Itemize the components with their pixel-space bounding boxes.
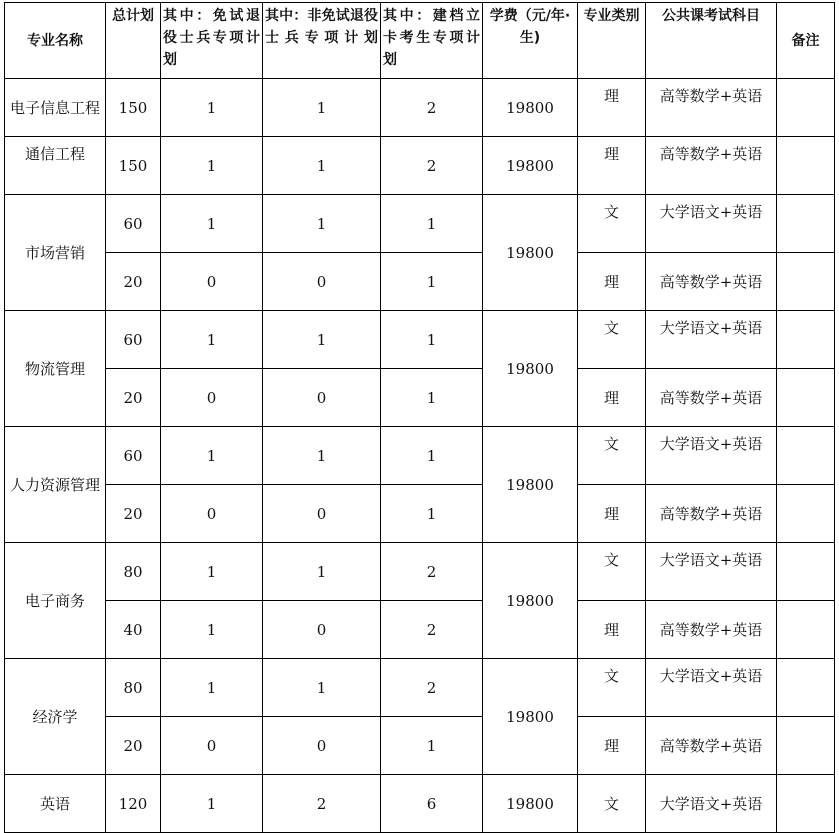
category-cell: 文 — [578, 659, 646, 717]
exempt-cell: 1 — [161, 601, 263, 659]
nonexempt-cell: 0 — [263, 253, 381, 311]
major-cell: 电子商务 — [5, 543, 106, 659]
table-row — [5, 659, 835, 717]
subjects-cell: 高等数学+英语 — [646, 717, 777, 775]
total-cell: 20 — [106, 485, 161, 543]
subjects-cell: 大学语文+英语 — [646, 311, 777, 369]
exempt-cell: 1 — [161, 543, 263, 601]
poverty-cell: 1 — [381, 195, 483, 253]
subjects-cell: 高等数学+英语 — [646, 79, 777, 137]
tuition-cell: 19800 — [483, 311, 578, 427]
poverty-cell: 2 — [381, 137, 483, 195]
table-row — [5, 427, 835, 485]
nonexempt-cell: 0 — [263, 717, 381, 775]
remark-cell — [777, 485, 835, 543]
header-category: 专业类别 — [578, 3, 646, 79]
category-cell: 文 — [578, 775, 646, 833]
category-cell: 文 — [578, 427, 646, 485]
header-row — [5, 3, 835, 79]
poverty-cell: 1 — [381, 311, 483, 369]
poverty-cell: 2 — [381, 659, 483, 717]
major-cell: 人力资源管理 — [5, 427, 106, 543]
category-cell: 理 — [578, 485, 646, 543]
poverty-cell: 6 — [381, 775, 483, 833]
total-cell: 20 — [106, 717, 161, 775]
category-cell: 理 — [578, 717, 646, 775]
nonexempt-cell: 1 — [263, 137, 381, 195]
total-cell: 150 — [106, 137, 161, 195]
nonexempt-cell: 1 — [263, 195, 381, 253]
subjects-cell: 高等数学+英语 — [646, 137, 777, 195]
nonexempt-cell: 1 — [263, 659, 381, 717]
category-cell: 文 — [578, 195, 646, 253]
table-row — [5, 79, 835, 137]
exempt-cell: 1 — [161, 659, 263, 717]
header-major: 专业名称 — [5, 3, 106, 79]
table-row — [5, 137, 835, 195]
header-exempt-veteran: 其中：免试退役士兵专项计划 — [161, 3, 263, 79]
total-cell: 80 — [106, 659, 161, 717]
total-cell: 150 — [106, 79, 161, 137]
nonexempt-cell: 1 — [263, 543, 381, 601]
exempt-cell: 1 — [161, 775, 263, 833]
poverty-cell: 1 — [381, 369, 483, 427]
tuition-cell: 19800 — [483, 659, 578, 775]
poverty-cell: 2 — [381, 543, 483, 601]
remark-cell — [777, 79, 835, 137]
nonexempt-cell: 1 — [263, 311, 381, 369]
nonexempt-cell: 0 — [263, 369, 381, 427]
exempt-cell: 1 — [161, 427, 263, 485]
nonexempt-cell: 2 — [263, 775, 381, 833]
table-row — [5, 775, 835, 833]
total-cell: 60 — [106, 311, 161, 369]
category-cell: 文 — [578, 543, 646, 601]
exempt-cell: 1 — [161, 311, 263, 369]
category-cell: 理 — [578, 137, 646, 195]
subjects-cell: 高等数学+英语 — [646, 601, 777, 659]
header-nonexempt-veteran: 其中：非免试退役士兵专项计划 — [263, 3, 381, 79]
nonexempt-cell: 1 — [263, 427, 381, 485]
poverty-cell: 1 — [381, 253, 483, 311]
major-cell: 电子信息工程 — [5, 79, 106, 137]
exempt-cell: 1 — [161, 195, 263, 253]
tuition-cell: 19800 — [483, 195, 578, 311]
nonexempt-cell: 1 — [263, 79, 381, 137]
total-cell: 80 — [106, 543, 161, 601]
table-row — [5, 253, 835, 311]
remark-cell — [777, 717, 835, 775]
category-cell: 理 — [578, 79, 646, 137]
major-cell: 市场营销 — [5, 195, 106, 311]
category-cell: 文 — [578, 311, 646, 369]
exempt-cell: 1 — [161, 79, 263, 137]
remark-cell — [777, 543, 835, 601]
header-exam-subjects: 公共课考试科目 — [646, 3, 777, 79]
header-tuition: 学费（元/年·生) — [483, 3, 578, 79]
category-cell: 理 — [578, 601, 646, 659]
total-cell: 60 — [106, 195, 161, 253]
subjects-cell: 大学语文+英语 — [646, 543, 777, 601]
header-remarks: 备注 — [777, 3, 835, 79]
remark-cell — [777, 601, 835, 659]
subjects-cell: 高等数学+英语 — [646, 369, 777, 427]
remark-cell — [777, 253, 835, 311]
major-cell: 经济学 — [5, 659, 106, 775]
total-cell: 120 — [106, 775, 161, 833]
major-cell: 英语 — [5, 775, 106, 833]
tuition-cell: 19800 — [483, 137, 578, 195]
subjects-cell: 高等数学+英语 — [646, 253, 777, 311]
remark-cell — [777, 195, 835, 253]
poverty-cell: 1 — [381, 717, 483, 775]
table-row — [5, 369, 835, 427]
tuition-cell: 19800 — [483, 543, 578, 659]
remark-cell — [777, 137, 835, 195]
tuition-cell: 19800 — [483, 775, 578, 833]
total-cell: 20 — [106, 253, 161, 311]
header-total-plan: 总计划 — [106, 3, 161, 79]
poverty-cell: 2 — [381, 601, 483, 659]
poverty-cell: 1 — [381, 485, 483, 543]
exempt-cell: 0 — [161, 369, 263, 427]
exempt-cell: 0 — [161, 485, 263, 543]
exempt-cell: 0 — [161, 253, 263, 311]
table-row — [5, 485, 835, 543]
remark-cell — [777, 311, 835, 369]
tuition-cell: 19800 — [483, 79, 578, 137]
subjects-cell: 大学语文+英语 — [646, 775, 777, 833]
poverty-cell: 2 — [381, 79, 483, 137]
total-cell: 60 — [106, 427, 161, 485]
table-row — [5, 543, 835, 601]
category-cell: 理 — [578, 253, 646, 311]
table-row — [5, 601, 835, 659]
remark-cell — [777, 369, 835, 427]
remark-cell — [777, 659, 835, 717]
nonexempt-cell: 0 — [263, 485, 381, 543]
tuition-cell: 19800 — [483, 427, 578, 543]
major-cell: 通信工程 — [5, 137, 106, 195]
table-row — [5, 195, 835, 253]
subjects-cell: 高等数学+英语 — [646, 485, 777, 543]
remark-cell — [777, 775, 835, 833]
enrollment-plan-table — [4, 2, 835, 833]
total-cell: 20 — [106, 369, 161, 427]
exempt-cell: 1 — [161, 137, 263, 195]
subjects-cell: 大学语文+英语 — [646, 427, 777, 485]
exempt-cell: 0 — [161, 717, 263, 775]
poverty-cell: 1 — [381, 427, 483, 485]
table-row — [5, 311, 835, 369]
table-row — [5, 717, 835, 775]
category-cell: 理 — [578, 369, 646, 427]
header-poverty: 其中：建档立卡考生专项计划 — [381, 3, 483, 79]
nonexempt-cell: 0 — [263, 601, 381, 659]
remark-cell — [777, 427, 835, 485]
major-cell: 物流管理 — [5, 311, 106, 427]
subjects-cell: 大学语文+英语 — [646, 195, 777, 253]
subjects-cell: 大学语文+英语 — [646, 659, 777, 717]
total-cell: 40 — [106, 601, 161, 659]
